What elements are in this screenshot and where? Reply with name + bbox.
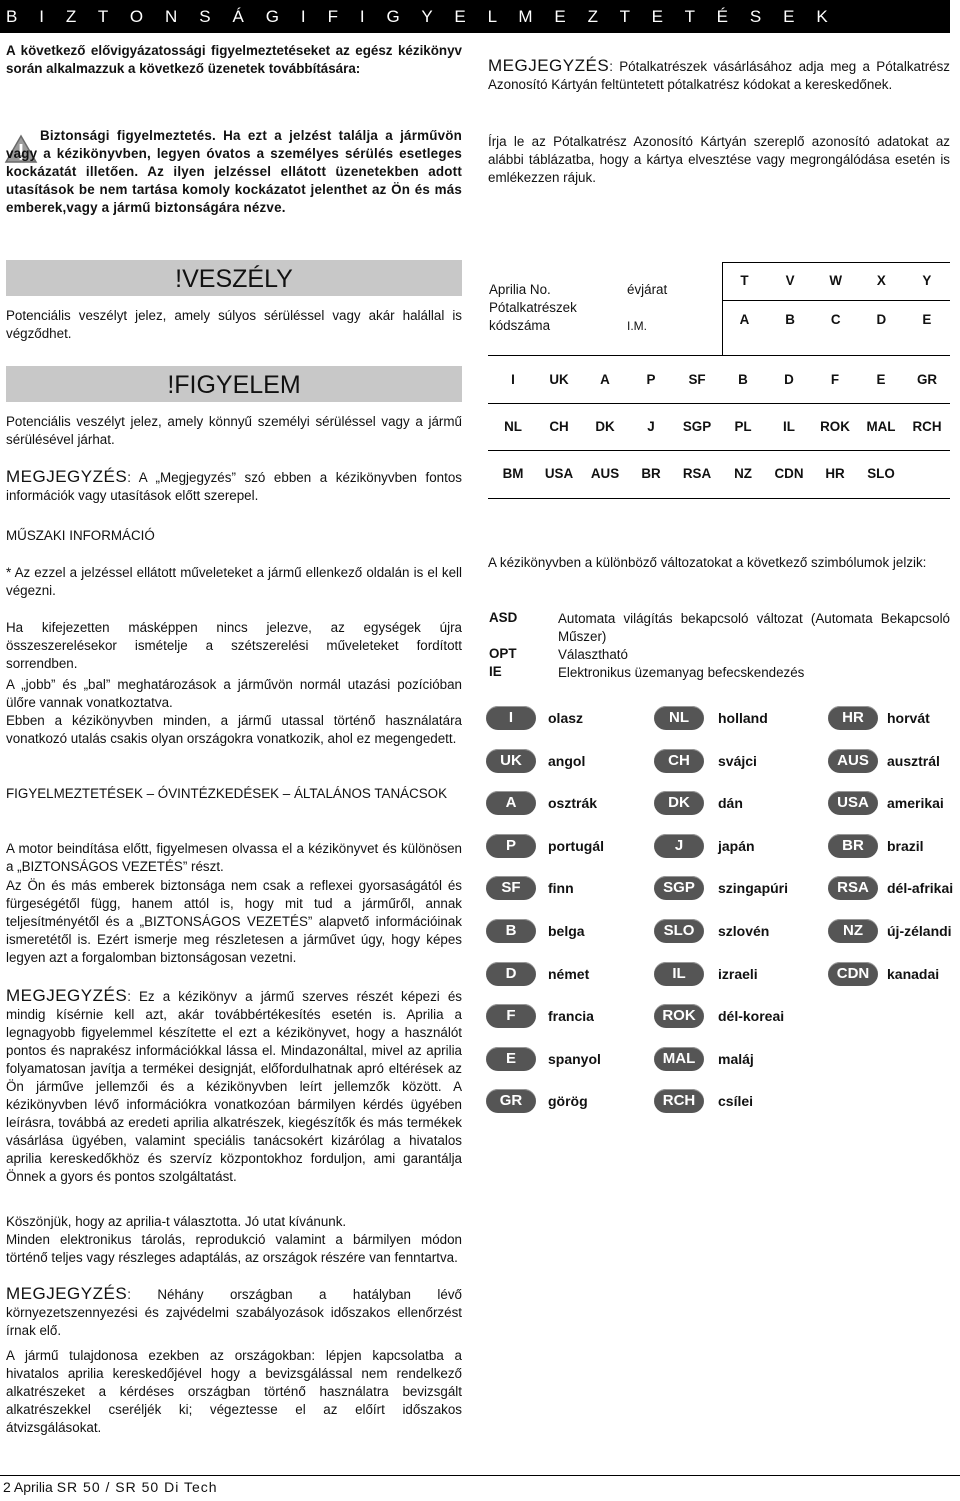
country-badge-icon: B — [486, 919, 536, 943]
note1-text: : A „Megjegyzés” szó ebben a kézikönyvben fontos információk vagy utasítások előtt szerepel. — [6, 470, 462, 503]
country-badge-icon: AUS — [828, 749, 878, 773]
card-line — [722, 262, 950, 263]
card-cell: E — [922, 312, 932, 327]
country-cell: I — [511, 372, 515, 387]
country-name: spanyol — [548, 1050, 601, 1067]
card-cell: W — [829, 273, 842, 288]
country-cell: P — [646, 372, 656, 387]
tech-text-1: * Az ezzel a jelzéssel ellátott műveleteket a jármű ellenkező oldalán is el kell végezni. — [6, 565, 462, 598]
grid-line — [488, 450, 950, 451]
country-cell: USA — [544, 466, 574, 481]
country-cell: BM — [502, 466, 524, 481]
country-cell: J — [647, 419, 655, 434]
general-text-6-body: : Néhány országban a hatályban lévő környezetszennyezési és zajvédelmi szabályozások időszakos ellenőrzést írnak elő. — [6, 1287, 462, 1338]
country-name: maláj — [718, 1050, 754, 1067]
tech-text-2: Ha kifejezetten másképpen nincs jelezve, az egységek újra összeszerelésekor ismételje a szétszerelési műveleteket fordított sorrendben. — [6, 620, 462, 671]
country-cell: GR — [916, 372, 938, 387]
country-cell: PL — [734, 419, 752, 434]
country-cell: DK — [595, 419, 615, 434]
year-label: évjárat — [627, 282, 668, 297]
country-badge-icon: I — [486, 706, 536, 730]
country-badge-icon: GR — [486, 1089, 536, 1113]
write-down-text: Írja le az Pótalkatrész Azonosító Kártyán szereplő azonosító adatokat az alábbi táblázatba, hogy a kártya elvesztése vagy megrongálódása esetén is emlékezzen rájuk. — [488, 134, 950, 185]
symbol-code: IE — [489, 664, 502, 679]
country-badge-icon: UK — [486, 749, 536, 773]
country-badge-icon: SGP — [654, 876, 704, 900]
country-badge-icon: ROK — [654, 1004, 704, 1028]
tech-text-3: A „jobb” és „bal” meghatározások a járművön normál utazási pozícióban ülőre vannak vonatkoztatva. — [6, 677, 462, 710]
country-cell: A — [600, 372, 610, 387]
country-cell: HR — [825, 466, 845, 481]
country-name: görög — [548, 1093, 588, 1110]
country-cell: B — [738, 372, 748, 387]
aprilia-no-label: Aprilia No. — [489, 282, 551, 297]
symbols-intro: A kézikönyvben a különböző változatokat a következő szimbólumok jelzik: — [488, 555, 927, 570]
country-badge-icon: CH — [654, 749, 704, 773]
country-badge-icon: CDN — [828, 962, 878, 986]
country-cell: RSA — [682, 466, 712, 481]
country-name: francia — [548, 1008, 594, 1025]
country-cell: UK — [549, 372, 569, 387]
page-number: 2 — [3, 1479, 11, 1495]
country-badge-icon: USA — [828, 791, 878, 815]
symbol-code: ASD — [489, 610, 518, 625]
caution-text: Potenciális veszélyt jelez, amely könnyű személyi sérüléssel vagy a jármű sérülésével járhat. — [6, 414, 462, 447]
parts-code-label: Pótalkatrészek kódszáma — [489, 300, 577, 333]
country-name: brazil — [887, 837, 924, 854]
footer-brand: Aprilia — [13, 1479, 53, 1495]
country-badge-icon: SLO — [654, 919, 704, 943]
country-name: dél-koreai — [718, 1008, 785, 1025]
country-name: új-zélandi — [887, 923, 952, 939]
grid-line — [488, 403, 950, 404]
country-badge-icon: J — [654, 834, 704, 858]
danger-text: Potenciális veszélyt jelez, amely súlyos sérüléssel vagy akár halállal is végződhet. — [6, 308, 462, 341]
note-label: MEGJEGYZÉS — [6, 467, 128, 486]
country-name: ausztrál — [887, 752, 940, 769]
country-cell: MAL — [866, 419, 896, 434]
country-badge-icon: RCH — [654, 1089, 704, 1113]
country-badge-icon: IL — [654, 962, 704, 986]
country-badge-icon: RSA — [828, 876, 878, 900]
general-text-3-body: : Ez a kézikönyv a jármű szerves részét képezi és mindig kísérnie kell azt, akár továbbértékesítés esetén is. Aprilia a legnagyobb figyelemmel készítette el ezt a kézikönyvet, hogy a használót pontos és naprakész információkkal lássa el. Mindazonáltal, mivel az aprilia folyamatosan javítja a termékei designját, előfordulhatnak apró eltérések az Ön járműve jellemzői és a kézikönyvben leírt jellemzők között. A kézikönyvben lévő információkra vonatkozóan bármilyen kérdés ügyében leírásra, továbbá az eredeti aprilia alkatrészek, kiegészítők és más termékek vásárlása ügyében, valamint speciális tanácsokért kizárólag a hivatalos aprilia kereskedőkhöz és szervíz központokhoz forduljon, ami garantálja Önnek a gyors és pontos szolgáltatást. — [6, 989, 462, 1184]
footer-model: SR 50 / SR 50 Di Tech — [56, 1479, 218, 1495]
card-cell: V — [785, 273, 795, 288]
general-text-7: A jármű tulajdonosa ezekben az országokban: lépjen kapcsolatba a hivatalos aprilia kereskedőjével hogy a bevizsgálással nem rendelkező alkatrészeket a kérdéses országban történő használatra bevizsgált alkatrészekkel cseréljék ki; végeztesse el az előírt időszakos átvizsgálásokat. — [6, 1348, 462, 1435]
card-cell: T — [740, 273, 749, 288]
country-name: szlovén — [718, 923, 770, 939]
card-cell: Y — [922, 273, 932, 288]
country-badge-icon: NZ — [828, 919, 878, 943]
country-cell: CDN — [774, 466, 804, 481]
general-text-6 — [6, 1285, 462, 1340]
danger-title: !VESZÉLY — [6, 260, 462, 296]
safety-warning-text: Biztonsági figyelmeztetés. Ha ezt a jelzést találja a járművön vagy a kézikönyvben, legyen óvatos a személyes sérülés esetleges kockázatát illetően. Az ilyen jelzéssel ellátott üzenetekben adott utasítások be nem tartása komoly kockázatot jelenthet az Ön és más emberek,vagy a jármű biztonságára nézve. — [6, 128, 462, 215]
country-badge-icon: SF — [486, 876, 536, 900]
country-name: angol — [548, 752, 586, 769]
general-text-5: Minden elektronikus tárolás, reprodukció valamint a bármilyen módon történő teljes vagy részleges adaptálás, az országok részére van fenntartva. — [6, 1232, 462, 1265]
country-badge-icon: DK — [654, 791, 704, 815]
right-note-text: : Pótalkatrészek vásárlásához adja meg a Pótalkatrész Azonosító Kártyán feltüntetett pótalkatrész kódokat a kereskedőnek. — [488, 59, 950, 92]
country-cell: BR — [641, 466, 661, 481]
symbol-desc: Elektronikus üzemanyag befecskendezés — [558, 665, 805, 680]
country-badge-icon: A — [486, 791, 536, 815]
card-line — [722, 300, 950, 301]
page-footer — [0, 1475, 960, 1501]
country-cell: F — [830, 372, 840, 387]
card-cell: C — [830, 312, 841, 327]
country-cell: D — [784, 372, 794, 387]
country-name: belga — [548, 923, 585, 939]
tech-title: MŰSZAKI INFORMÁCIÓ — [6, 528, 155, 543]
country-name: osztrák — [548, 795, 598, 812]
country-name: japán — [718, 837, 755, 854]
country-name: csílei — [718, 1093, 754, 1110]
country-cell: NL — [504, 419, 522, 434]
country-cell: NZ — [734, 466, 752, 481]
country-name: kanadai — [887, 965, 940, 982]
right-note — [488, 57, 950, 94]
country-cell: ROK — [820, 419, 850, 434]
country-name: szingapúri — [718, 880, 789, 897]
symbol-code: OPT — [489, 646, 517, 661]
country-name: izraeli — [718, 965, 758, 982]
tech-text-4: Ebben a kézikönyvben minden, a jármű utassal történő használatára vonatkozó utalás csakis olyan országokra vonatkozik, ahol ez megengedett. — [6, 713, 462, 746]
symbol-desc: Választható — [558, 647, 628, 662]
country-cell: E — [876, 372, 886, 387]
note-label: MEGJEGYZÉS — [6, 1284, 128, 1303]
country-cell: SGP — [682, 419, 712, 434]
country-cell: IL — [783, 419, 795, 434]
card-line — [488, 355, 950, 356]
country-badge-icon: NL — [654, 706, 704, 730]
country-name: portugál — [548, 837, 604, 854]
card-cell: D — [876, 312, 887, 327]
country-name: amerikai — [887, 795, 944, 812]
country-badge-icon: E — [486, 1047, 536, 1071]
country-name: holland — [718, 710, 768, 726]
country-cell: SLO — [867, 466, 895, 481]
note1 — [6, 468, 462, 505]
country-badge-icon: P — [486, 834, 536, 858]
country-cell: AUS — [590, 466, 620, 481]
country-name: svájci — [718, 752, 757, 769]
country-cell: SF — [688, 372, 706, 387]
card-cell: X — [876, 273, 886, 288]
grid-line — [488, 498, 950, 499]
general-text-3 — [6, 987, 462, 1186]
country-cell: CH — [549, 419, 569, 434]
country-badge-icon: D — [486, 962, 536, 986]
card-cell: A — [739, 312, 750, 327]
note-label: MEGJEGYZÉS — [6, 986, 128, 1005]
country-badge-icon: HR — [828, 706, 878, 730]
card-cell: B — [785, 312, 795, 327]
general-text-1: A motor beindítása előtt, figyelmesen olvassa el a kézikönyvet és különösen a „BIZTONSÁGOS VEZETÉS” részt. — [6, 841, 462, 874]
general-title: FIGYELMEZTETÉSEK – ÓVINTÉZKEDÉSEK – ÁLTALÁNOS TANÁCSOK — [6, 786, 448, 801]
country-name: dán — [718, 795, 743, 812]
country-name: horvát — [887, 710, 930, 726]
country-name: német — [548, 965, 590, 982]
country-name: finn — [548, 880, 574, 897]
note-label: MEGJEGYZÉS — [488, 56, 610, 75]
country-badge-icon: F — [486, 1004, 536, 1028]
country-name: dél-afrikai — [887, 880, 954, 897]
country-badge-icon: MAL — [654, 1047, 704, 1071]
country-name: olasz — [548, 710, 584, 726]
country-cell: RCH — [912, 419, 942, 434]
page-header: B I Z T O N S Á G I F I G Y E L M E Z T E T É S E K — [0, 0, 950, 33]
im-label: I.M. — [627, 319, 647, 333]
general-text-4: Köszönjük, hogy az aprilia-t választotta. Jó utat kívánunk. — [6, 1214, 347, 1229]
caution-title: !FIGYELEM — [6, 366, 462, 402]
symbol-desc: Automata világítás bekapcsoló változat (Automata Bekapcsoló Műszer) — [558, 611, 950, 644]
general-text-2: Az Ön és más emberek biztonsága nem csak a reflexei gyorsaságától és fürgeségétől függ, hanem attól is, hogy mit tud a járműről, annak teljesítményétől és a „BIZTONSÁGOS VEZETÉS” alapvető információinak ismeretétől is. Ezért ismerje meg részletesen a járművet úgy, hogy képes legyen azt a forgalomban biztonságosan vezetni. — [6, 878, 462, 965]
country-badge-icon: BR — [828, 834, 878, 858]
intro-text: A következő elővigyázatossági figyelmeztetéseket az egész kézikönyv során alkalmazzuk a következő üzenetek továbbítására: — [6, 43, 462, 76]
